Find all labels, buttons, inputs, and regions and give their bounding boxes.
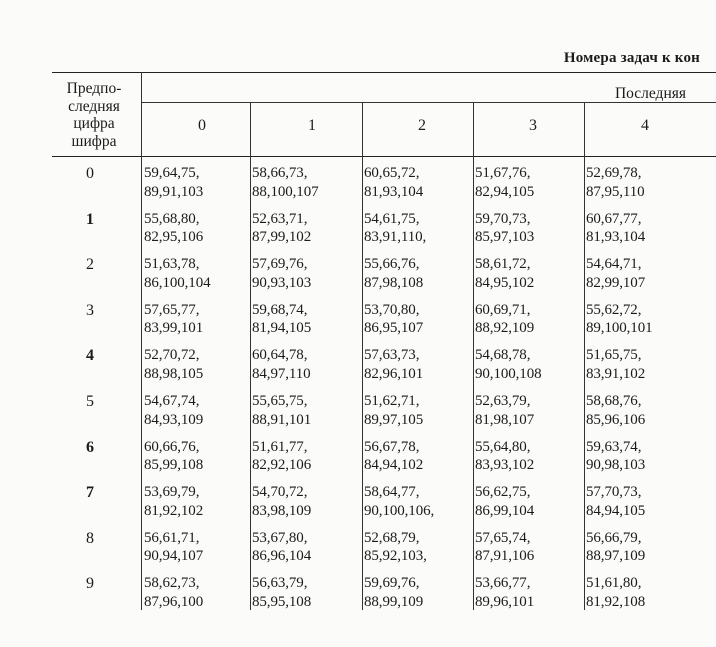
cell-line: 90,93,103 (252, 274, 312, 291)
row-label: 8 (86, 529, 94, 547)
table-cell (475, 438, 534, 475)
cell-line: 56,66,79, (586, 529, 642, 546)
cell-line: 51,67,76, (475, 165, 531, 181)
table-cell (144, 255, 211, 292)
table-cell (144, 210, 203, 247)
row-label: 4 (86, 347, 94, 365)
cell-line: 87,98,108 (364, 274, 424, 291)
cell-line: 53,69,79, (144, 484, 200, 501)
subheader-label: Последняя (614, 85, 686, 102)
row-label: 2 (86, 256, 94, 274)
table-cell (144, 574, 203, 611)
cell-line: 56,62,75, (475, 484, 531, 501)
column-divider (250, 102, 251, 610)
column-divider (141, 156, 142, 610)
cell-line: 84,94,105 (586, 502, 646, 519)
cell-line: 59,69,76, (364, 575, 420, 592)
table-cell (586, 346, 645, 383)
table-cell (586, 483, 645, 520)
cell-line: 90,94,107 (144, 548, 204, 565)
table-cell (586, 574, 645, 611)
column-divider (584, 102, 585, 610)
cell-line: 55,66,76, (364, 256, 420, 273)
row-header-line: цифра (73, 115, 115, 132)
cell-line: 52,70,72, (144, 347, 200, 364)
table-cell (475, 574, 534, 611)
cell-line: 81,92,102 (144, 502, 204, 519)
table-cell (364, 438, 423, 475)
row-label: 5 (86, 393, 94, 410)
table-cell (364, 255, 423, 292)
header-bottom-rule (52, 156, 716, 157)
cell-line: 58,68,76, (586, 393, 642, 409)
table-cell (144, 438, 203, 475)
table-cell (586, 210, 645, 247)
table-top-rule (52, 72, 716, 73)
cell-line: 58,61,72, (475, 256, 531, 273)
cell-line: 52,68,79, (364, 529, 420, 546)
table-cell (252, 346, 311, 383)
cell-line: 89,100,101 (586, 320, 653, 337)
cell-line: 60,69,71, (475, 301, 531, 318)
cell-line: 52,63,71, (252, 210, 308, 227)
table-cell (475, 392, 534, 429)
table-cell (364, 483, 434, 520)
cell-line: 59,63,74, (586, 438, 642, 455)
cell-line: 89,96,101 (475, 593, 535, 610)
cell-line: 85,92,103, (364, 548, 427, 565)
cell-line: 86,96,104 (252, 548, 312, 565)
table-cell (144, 164, 203, 201)
cell-line: 81,94,105 (252, 320, 312, 337)
cell-line: 51,63,78, (144, 256, 200, 273)
cell-line: 86,99,104 (475, 502, 535, 519)
cell-line: 82,99,107 (586, 274, 646, 291)
cell-line: 90,98,103 (586, 457, 646, 474)
cell-line: 58,62,73, (144, 575, 200, 592)
cell-line: 82,94,105 (475, 183, 535, 200)
table-cell (252, 483, 311, 520)
cell-line: 57,65,74, (475, 529, 531, 546)
table-cell (475, 210, 534, 247)
cell-line: 60,65,72, (364, 165, 420, 181)
cell-line: 83,99,101 (144, 320, 204, 337)
column-header: 1 (308, 117, 316, 134)
cell-line: 54,68,78, (475, 347, 531, 364)
cell-line: 54,70,72, (252, 484, 308, 501)
cell-line: 88,91,101 (252, 411, 312, 428)
cell-line: 88,92,109 (475, 320, 535, 337)
row-label: 7 (86, 484, 94, 502)
table-caption: Номера задач к кон (563, 50, 700, 66)
cell-line: 85,99,108 (144, 457, 204, 474)
cell-line: 51,65,75, (586, 347, 642, 364)
column-divider (473, 102, 474, 610)
row-label: 9 (86, 575, 94, 593)
cell-line: 55,62,72, (586, 301, 642, 318)
cell-line: 83,98,109 (252, 502, 312, 519)
cell-line: 90,100,106, (364, 502, 435, 519)
table-cell (586, 164, 645, 201)
cell-line: 87,96,100 (144, 593, 204, 610)
cell-line: 87,99,102 (252, 229, 312, 246)
cell-line: 82,95,106 (144, 229, 204, 246)
cell-line: 88,97,109 (586, 548, 646, 565)
table-cell (364, 301, 423, 338)
header-divider (141, 72, 142, 156)
column-header: 0 (198, 117, 206, 134)
cell-line: 55,65,75, (252, 393, 308, 409)
cell-line: 85,96,106 (586, 411, 646, 428)
table-cell (144, 392, 203, 429)
table-cell (586, 255, 645, 292)
cell-line: 55,68,80, (144, 210, 200, 227)
table-cell (252, 438, 311, 475)
table-cell (586, 301, 653, 338)
cell-line: 84,95,102 (475, 274, 535, 291)
table-cell (586, 392, 645, 429)
cell-line: 57,70,73, (586, 484, 642, 501)
cell-line: 85,97,103 (475, 229, 535, 246)
row-label: 3 (86, 301, 94, 319)
cell-line: 84,97,110 (252, 365, 311, 382)
cell-line: 52,69,78, (586, 165, 642, 181)
cell-line: 56,67,78, (364, 438, 420, 455)
row-header-line: следняя (68, 97, 120, 115)
cell-line: 53,66,77, (475, 575, 531, 592)
column-header: 3 (529, 117, 537, 134)
cell-line: 59,70,73, (475, 210, 531, 227)
cell-line: 59,64,75, (144, 165, 200, 181)
cell-line: 51,61,80, (586, 575, 642, 592)
cell-line: 88,100,107 (252, 183, 319, 200)
row-header-line: шифра (71, 132, 117, 150)
table-cell (252, 529, 311, 566)
cell-line: 83,93,102 (475, 457, 535, 474)
cell-line: 84,93,109 (144, 411, 204, 428)
table-cell (252, 574, 311, 611)
table-cell (144, 483, 203, 520)
table-cell (475, 346, 542, 383)
cell-line: 89,97,105 (364, 411, 424, 428)
table-cell (144, 301, 203, 338)
table-cell (475, 164, 534, 201)
cell-line: 82,96,101 (364, 365, 424, 382)
cell-line: 54,67,74, (144, 393, 200, 409)
cell-line: 82,92,106 (252, 457, 312, 474)
table-cell (252, 255, 311, 292)
row-label: 6 (86, 438, 94, 456)
cell-line: 54,61,75, (364, 210, 420, 227)
cell-line: 83,91,102 (586, 365, 646, 382)
column-header: 4 (641, 117, 649, 134)
cell-line: 86,95,107 (364, 320, 424, 337)
cell-line: 87,95,110 (586, 183, 645, 200)
cell-line: 81,98,107 (475, 411, 535, 428)
cell-line: 89,91,103 (144, 183, 204, 200)
table-cell (586, 529, 645, 566)
cell-line: 53,67,80, (252, 529, 308, 546)
table-cell (364, 164, 423, 201)
cell-line: 87,91,106 (475, 548, 535, 565)
table-cell (144, 346, 203, 383)
cell-line: 60,64,78, (252, 347, 308, 364)
cell-line: 55,64,80, (475, 438, 531, 455)
cell-line: 54,64,71, (586, 256, 642, 273)
cell-line: 57,69,76, (252, 256, 308, 273)
cell-line: 90,100,108 (475, 365, 542, 382)
cell-line: 56,63,79, (252, 575, 308, 592)
cell-line: 60,66,76, (144, 438, 200, 455)
cell-line: 51,61,77, (252, 438, 308, 455)
table-cell (475, 301, 534, 338)
cell-line: 84,94,102 (364, 457, 424, 474)
table-cell (475, 255, 534, 292)
cell-line: 53,70,80, (364, 301, 420, 318)
table-cell (364, 574, 423, 611)
cell-line: 57,65,77, (144, 301, 200, 318)
cell-line: 85,95,108 (252, 593, 312, 610)
cell-line: 57,63,73, (364, 347, 420, 364)
table-cell (252, 210, 311, 247)
cell-line: 81,93,104 (586, 229, 646, 246)
table-cell (364, 392, 423, 429)
cell-line: 51,62,71, (364, 393, 420, 409)
cell-line: 56,61,71, (144, 529, 200, 546)
row-label: 0 (86, 165, 94, 182)
cell-line: 60,67,77, (586, 210, 642, 227)
row-header-line: Предпо- (66, 80, 122, 97)
cell-line: 81,92,108 (586, 593, 646, 610)
table-cell (252, 164, 319, 201)
cell-line: 83,91,110, (364, 229, 427, 246)
table-cell (364, 346, 423, 383)
table-cell (586, 438, 645, 475)
cell-line: 58,64,77, (364, 484, 420, 501)
table-cell (364, 210, 426, 247)
cell-line: 52,63,79, (475, 393, 531, 409)
cell-line: 58,66,73, (252, 165, 308, 181)
table-cell (252, 392, 311, 429)
column-header: 2 (418, 117, 426, 134)
table-cell (475, 529, 534, 566)
cell-line: 86,100,104 (144, 274, 211, 291)
row-label: 1 (86, 210, 94, 228)
column-divider (362, 102, 363, 610)
table-cell (475, 483, 534, 520)
table-cell (144, 529, 203, 566)
cell-line: 81,93,104 (364, 183, 424, 200)
row-header (50, 80, 138, 150)
table-cell (252, 301, 311, 338)
cell-line: 59,68,74, (252, 301, 308, 318)
cell-line: 88,99,109 (364, 593, 424, 610)
table-cell (364, 529, 427, 566)
cell-line: 88,98,105 (144, 365, 204, 382)
